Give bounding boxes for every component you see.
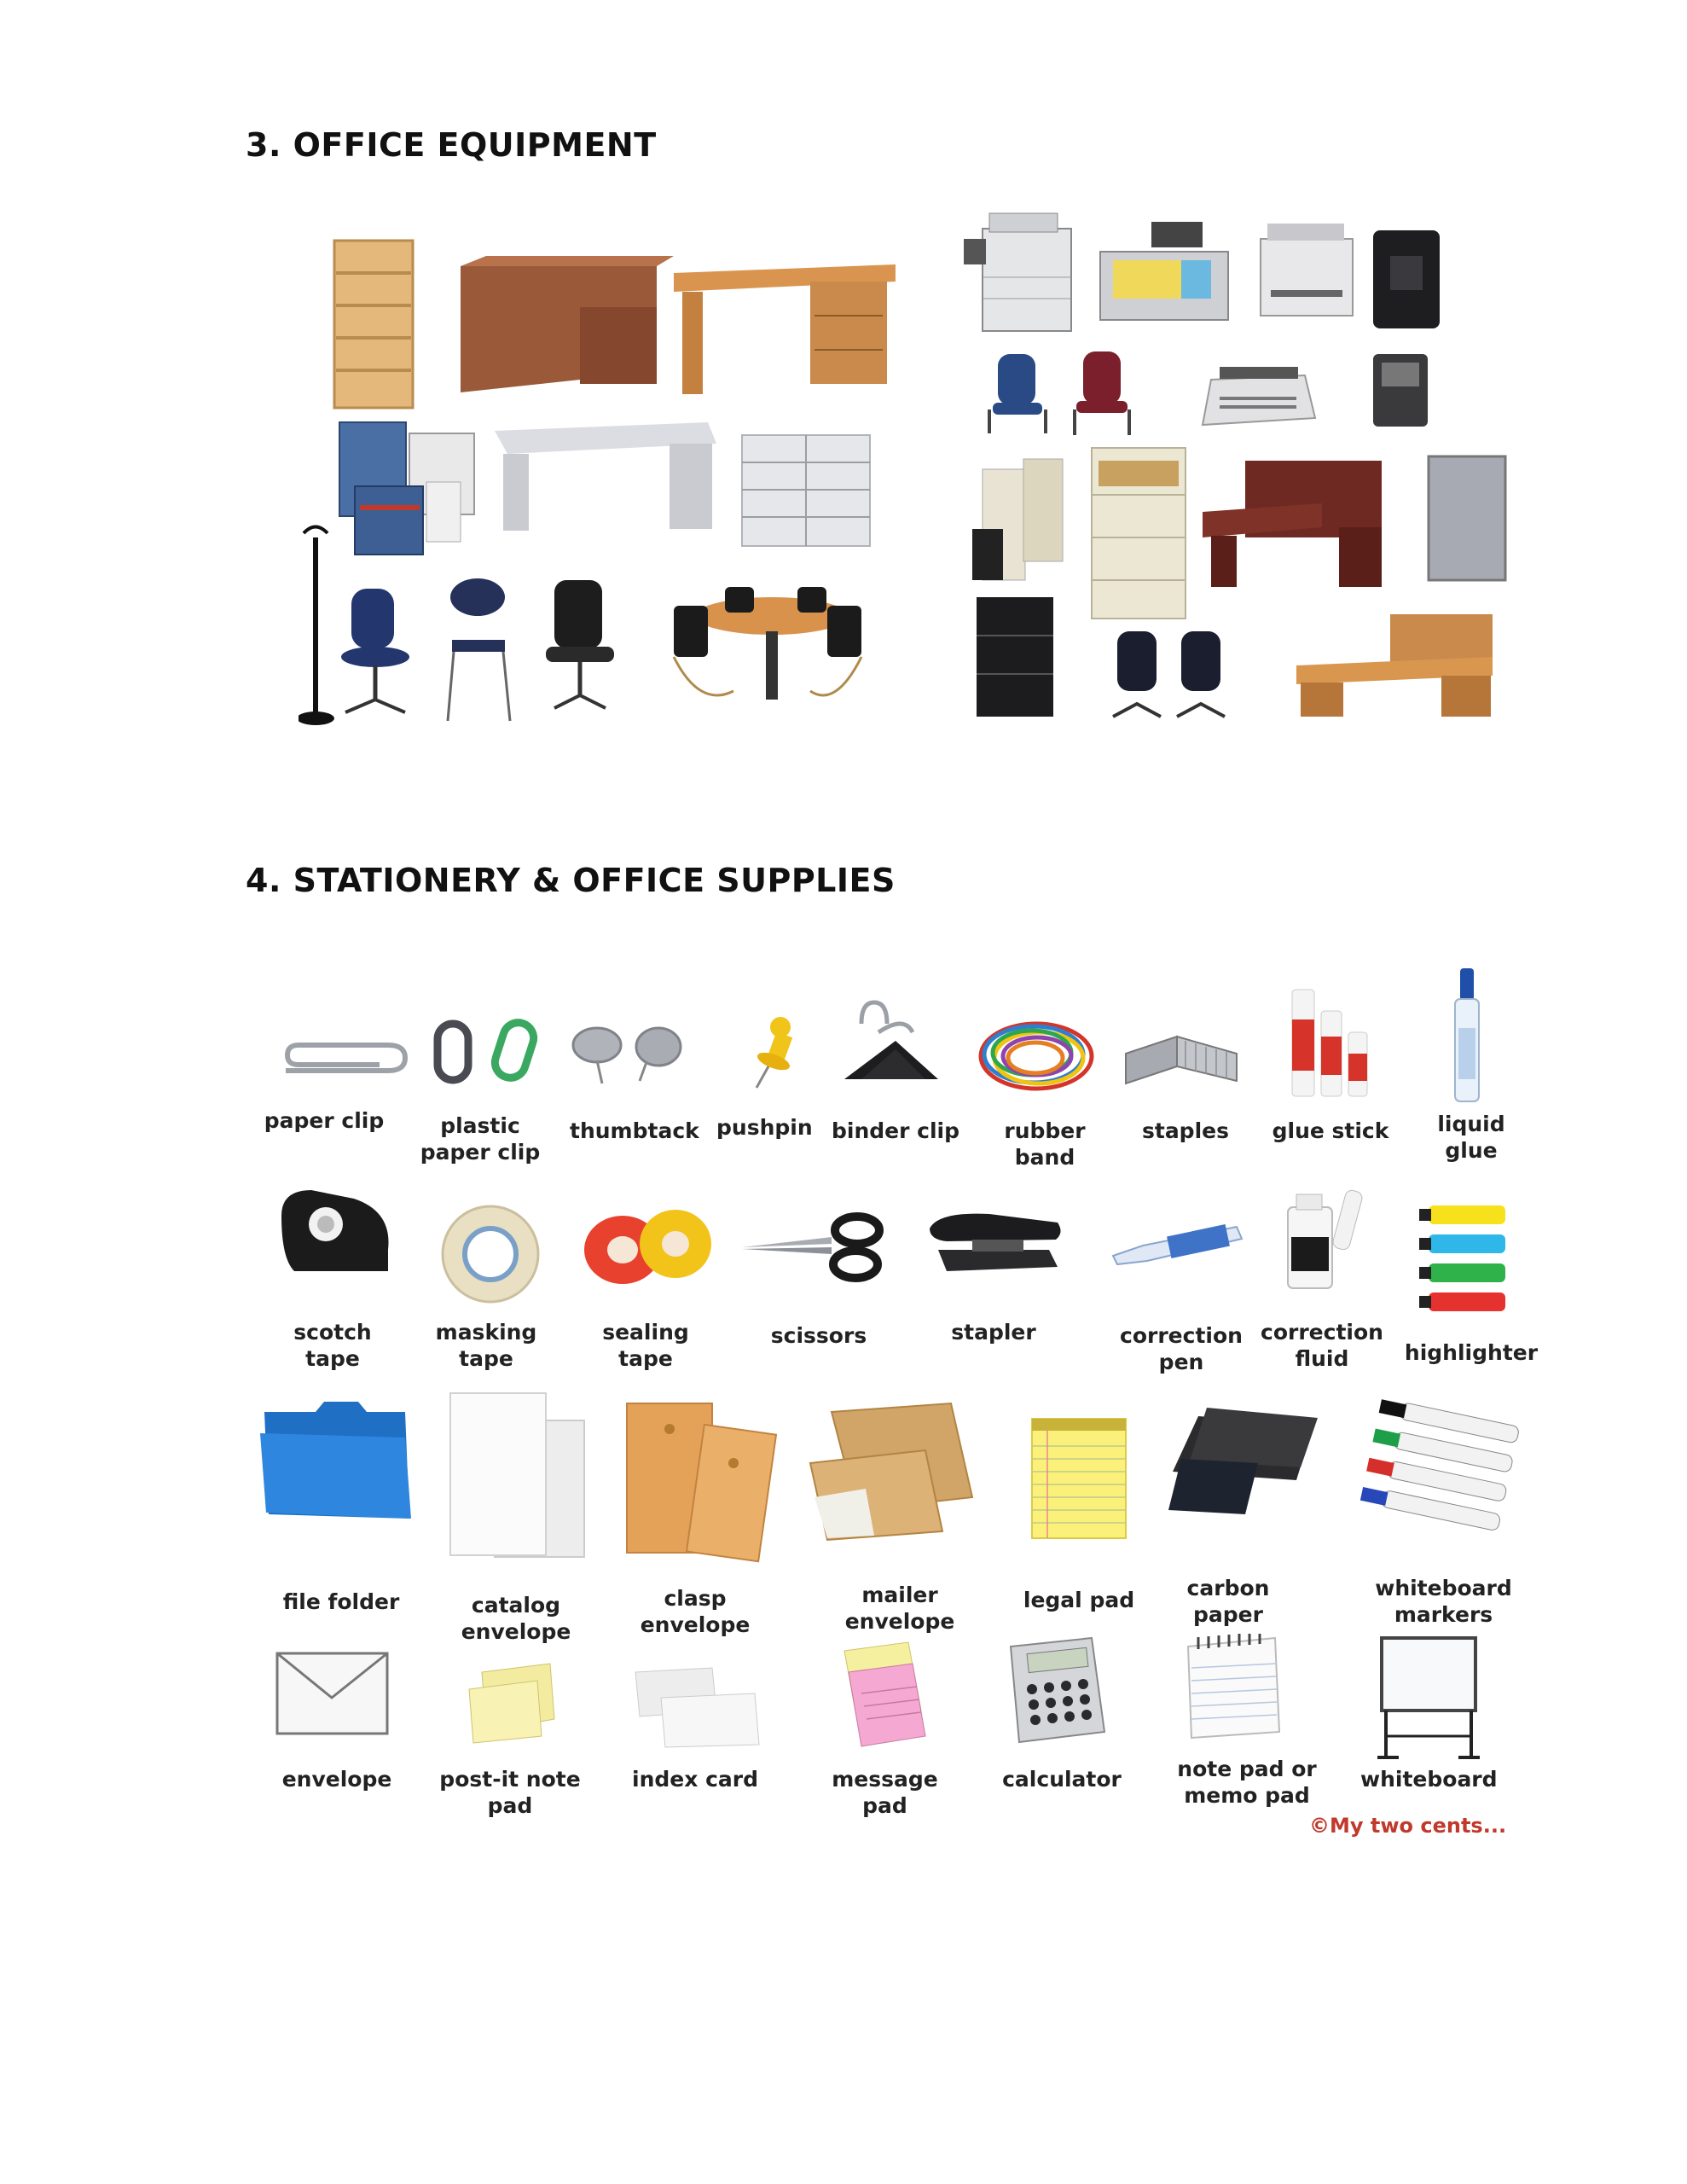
liquid-glue-icon [1450,968,1484,1105]
glue-stick-icon [1284,981,1377,1101]
calculator-icon [998,1638,1109,1745]
caption-post-it-note-pad: post-it note pad [439,1767,581,1818]
sealing-tape-icon [580,1203,716,1288]
binder-clip-icon [827,998,947,1101]
caption-message-pad: message pad [832,1767,938,1818]
caption-catalog-envelope: catalog envelope [461,1593,571,1644]
catalog-envelope-icon [443,1386,588,1565]
caption-file-folder: file folder [282,1589,400,1614]
rubber-band-icon [972,1015,1100,1096]
staples-icon [1117,1019,1245,1096]
caption-scotch-tape: scotch tape [293,1320,372,1371]
caption-masking-tape: masking tape [435,1320,537,1371]
masking-tape-icon [439,1203,542,1305]
caption-carbon-paper: carbon paper [1186,1576,1270,1627]
caption-envelope: envelope [281,1767,392,1792]
thumbtack-icon [563,1019,691,1088]
caption-glue-stick: glue stick [1272,1118,1389,1143]
index-card-icon [627,1664,763,1749]
caption-sealing-tape: sealing tape [602,1320,689,1371]
file-folder-icon [256,1395,414,1523]
mailer-envelope-icon [806,1403,977,1540]
caption-whiteboard: whiteboard [1360,1767,1498,1792]
envelope-icon [275,1651,390,1736]
caption-note-pad: note pad or memo pad [1177,1757,1317,1808]
clasp-envelope-icon [623,1395,772,1565]
caption-paper-clip: paper clip [264,1108,385,1133]
correction-fluid-icon [1279,1190,1373,1292]
caption-index-card: index card [632,1767,758,1792]
caption-correction-fluid: correction fluid [1261,1320,1383,1371]
caption-rubber-band: rubber band [1004,1118,1086,1170]
caption-scissors: scissors [770,1323,867,1348]
whiteboard-icon [1373,1634,1484,1762]
caption-highlighter: highlighter [1404,1340,1539,1365]
section-heading-office-equipment: 3. OFFICE EQUIPMENT [246,126,657,164]
correction-pen-icon [1109,1211,1245,1271]
office-equipment-machines-image [964,205,1518,734]
caption-staples: staples [1141,1118,1229,1143]
caption-stapler: stapler [951,1320,1036,1345]
caption-plastic-paper-clip: plastic paper clip [420,1113,541,1165]
scotch-tape-icon [273,1182,397,1280]
note-pad-icon [1181,1634,1284,1740]
office-furniture-image [299,230,913,734]
caption-binder-clip: binder clip [832,1118,959,1143]
caption-legal-pad: legal pad [1023,1588,1135,1612]
caption-pushpin: pushpin [716,1115,813,1140]
legal-pad-icon [1023,1412,1134,1540]
post-it-note-pad-icon [465,1659,559,1745]
caption-correction-pen: correction pen [1120,1323,1243,1374]
message-pad-icon [836,1642,930,1753]
highlighter-icon [1416,1199,1518,1318]
caption-clasp-envelope: clasp envelope [640,1586,751,1637]
plastic-paper-clip-icon [431,1014,542,1090]
caption-thumbtack: thumbtack [570,1118,699,1143]
stapler-icon [921,1199,1066,1284]
caption-calculator: calculator [1002,1767,1122,1792]
whiteboard-markers-icon [1365,1399,1522,1536]
credit-text: ©My two cents... [1309,1814,1507,1838]
paper-clip-icon [269,1024,409,1083]
scissors-icon [738,1211,887,1284]
caption-liquid-glue: liquid glue [1437,1112,1505,1163]
carbon-paper-icon [1164,1408,1322,1519]
caption-mailer-envelope: mailer envelope [844,1583,955,1634]
pushpin-icon [746,1015,806,1092]
caption-whiteboard-markers: whiteboard markers [1375,1576,1512,1627]
section-heading-stationery-supplies: 4. STATIONERY & OFFICE SUPPLIES [246,862,896,899]
